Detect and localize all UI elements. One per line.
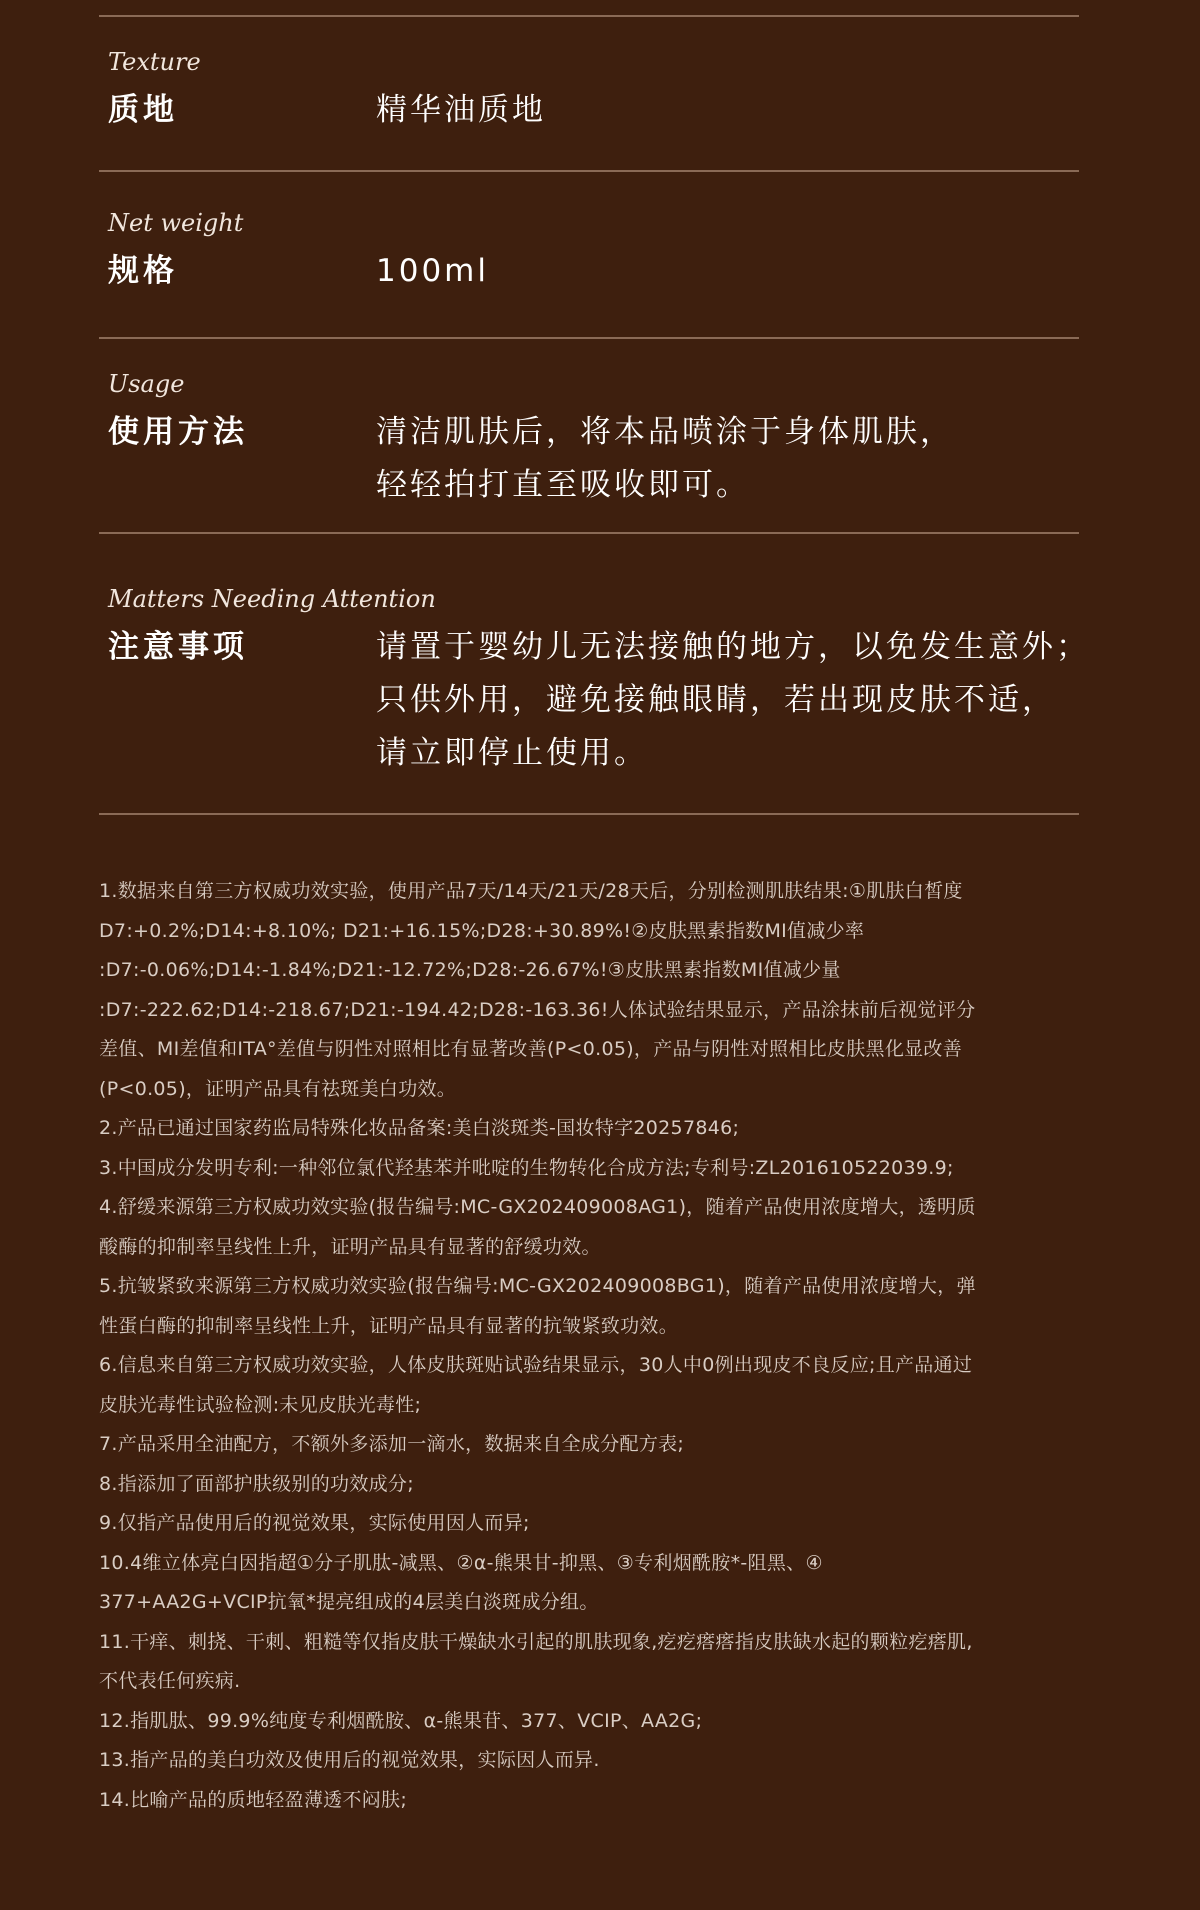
footnote-line: 差值、MI差值和ITA°差值与阴性对照相比有显著改善(P<0.05)，产品与阴性对照相比皮肤黑化显改善 <box>99 1038 963 1060</box>
usage-label-en: Usage <box>108 370 185 398</box>
texture-label-cn: 质地 <box>108 92 178 128</box>
footnote-line: 11.干痒、刺挠、干刺、粗糙等仅指皮肤干燥缺水引起的肌肤现象,疙疙瘩瘩指皮肤缺水起的颗粒疙瘩肌, <box>99 1630 973 1653</box>
texture-label-en: Texture <box>108 48 201 76</box>
divider <box>99 532 1079 534</box>
divider <box>99 170 1079 172</box>
attention-value <box>376 621 1100 780</box>
footnote-line: 皮肤光毒性试验检测:未见皮肤光毒性; <box>99 1393 422 1416</box>
footnote-line: :D7:-222.62;D14:-218.67;D21:-194.42;D28:-163.36!人体试验结果显示，产品涂抹前后视觉评分 <box>99 998 976 1021</box>
footnote-line: 6.信息来自第三方权威功效实验，人体皮肤斑贴试验结果显示，30人中0例出现皮不良反应;且产品通过 <box>99 1354 973 1376</box>
footnote-line: 8.指添加了面部护肤级别的功效成分; <box>99 1472 414 1495</box>
attention-value-line: 请置于婴幼儿无法接触的地方，以免发生意外； <box>376 629 1090 665</box>
net-weight-section <box>108 209 1100 299</box>
footnote-line: 1.数据来自第三方权威功效实验，使用产品7天/14天/21天/28天后，分别检测肌肤结果:①肌肤白皙度 <box>99 880 963 902</box>
attention-value-line: 只供外用，避免接触眼睛，若出现皮肤不适， <box>376 682 1056 718</box>
net-weight-value <box>376 245 1100 298</box>
net-weight-label-cn: 规格 <box>108 253 178 289</box>
usage-value-line: 轻轻拍打直至吸收即可。 <box>376 467 750 503</box>
footnote-line: 2.产品已通过国家药监局特殊化妆品备案:美白淡斑类-国妆特字20257846; <box>99 1117 740 1139</box>
footnote-line: 不代表任何疾病. <box>99 1670 241 1692</box>
divider <box>99 337 1079 339</box>
footnote-line: 14.比喻产品的质地轻盈薄透不闷肤; <box>99 1788 408 1811</box>
footnote-line: D7:+0.2%;D14:+8.10%; D21:+16.15%;D28:+30.89%!②皮肤黑素指数MI值减少率 <box>99 919 865 942</box>
usage-section <box>108 370 1100 510</box>
footnote-line: 9.仅指产品使用后的视觉效果，实际使用因人而异; <box>99 1512 530 1534</box>
footnote-line: 377+AA2G+VCIP抗氧*提亮组成的4层美白淡斑成分组。 <box>99 1591 599 1613</box>
texture-value-line: 精华油质地 <box>376 92 546 128</box>
footnote-line: 12.指肌肽、99.9%纯度专利烟酰胺、α-熊果苷、377、VCIP、AA2G; <box>99 1709 703 1732</box>
texture-section <box>108 48 1100 138</box>
net-weight-label-en: Net weight <box>108 209 244 237</box>
net-weight-value-line: 100ml <box>376 253 489 289</box>
footnote-line: 4.舒缓来源第三方权威功效实验(报告编号:MC-GX202409008AG1)，随着产品使用浓度增大，透明质 <box>99 1196 976 1218</box>
usage-value <box>376 406 1100 512</box>
footnote-line: 10.4维立体亮白因指超①分子肌肽-减黑、②α-熊果甘-抑黑、③专利烟酰胺*-阻黑、④ <box>99 1551 823 1574</box>
divider <box>99 813 1079 815</box>
texture-value <box>376 84 1100 137</box>
footnotes <box>99 872 1099 1820</box>
footnote-line: :D7:-0.06%;D14:-1.84%;D21:-12.72%;D28:-26.67%!③皮肤黑素指数MI值减少量 <box>99 959 841 981</box>
attention-value-line: 请立即停止使用。 <box>376 735 648 771</box>
footnote-line: 5.抗皱紧致来源第三方权威功效实验(报告编号:MC-GX202409008BG1)，随着产品使用浓度增大，弹 <box>99 1275 976 1297</box>
footnote-line: 酸酶的抑制率呈线性上升，证明产品具有显著的舒缓功效。 <box>99 1235 601 1258</box>
divider <box>99 15 1079 17</box>
footnote-line: 3.中国成分发明专利:一种邻位氯代羟基苯并吡啶的生物转化合成方法;专利号:ZL201610522039.9; <box>99 1156 954 1179</box>
attention-section <box>108 585 1100 785</box>
attention-label-cn: 注意事项 <box>108 629 248 665</box>
footnote-line: (P<0.05)，证明产品具有祛斑美白功效。 <box>99 1077 457 1100</box>
attention-label-en: Matters Needing Attention <box>108 585 436 613</box>
footnote-line: 7.产品采用全油配方，不额外多添加一滴水，数据来自全成分配方表; <box>99 1433 685 1455</box>
footnote-line: 13.指产品的美白功效及使用后的视觉效果，实际因人而异. <box>99 1749 600 1771</box>
usage-label-cn: 使用方法 <box>108 414 248 450</box>
footnote-line: 性蛋白酶的抑制率呈线性上升，证明产品具有显著的抗皱紧致功效。 <box>99 1314 679 1337</box>
usage-value-line: 清洁肌肤后，将本品喷涂于身体肌肤， <box>376 414 954 450</box>
